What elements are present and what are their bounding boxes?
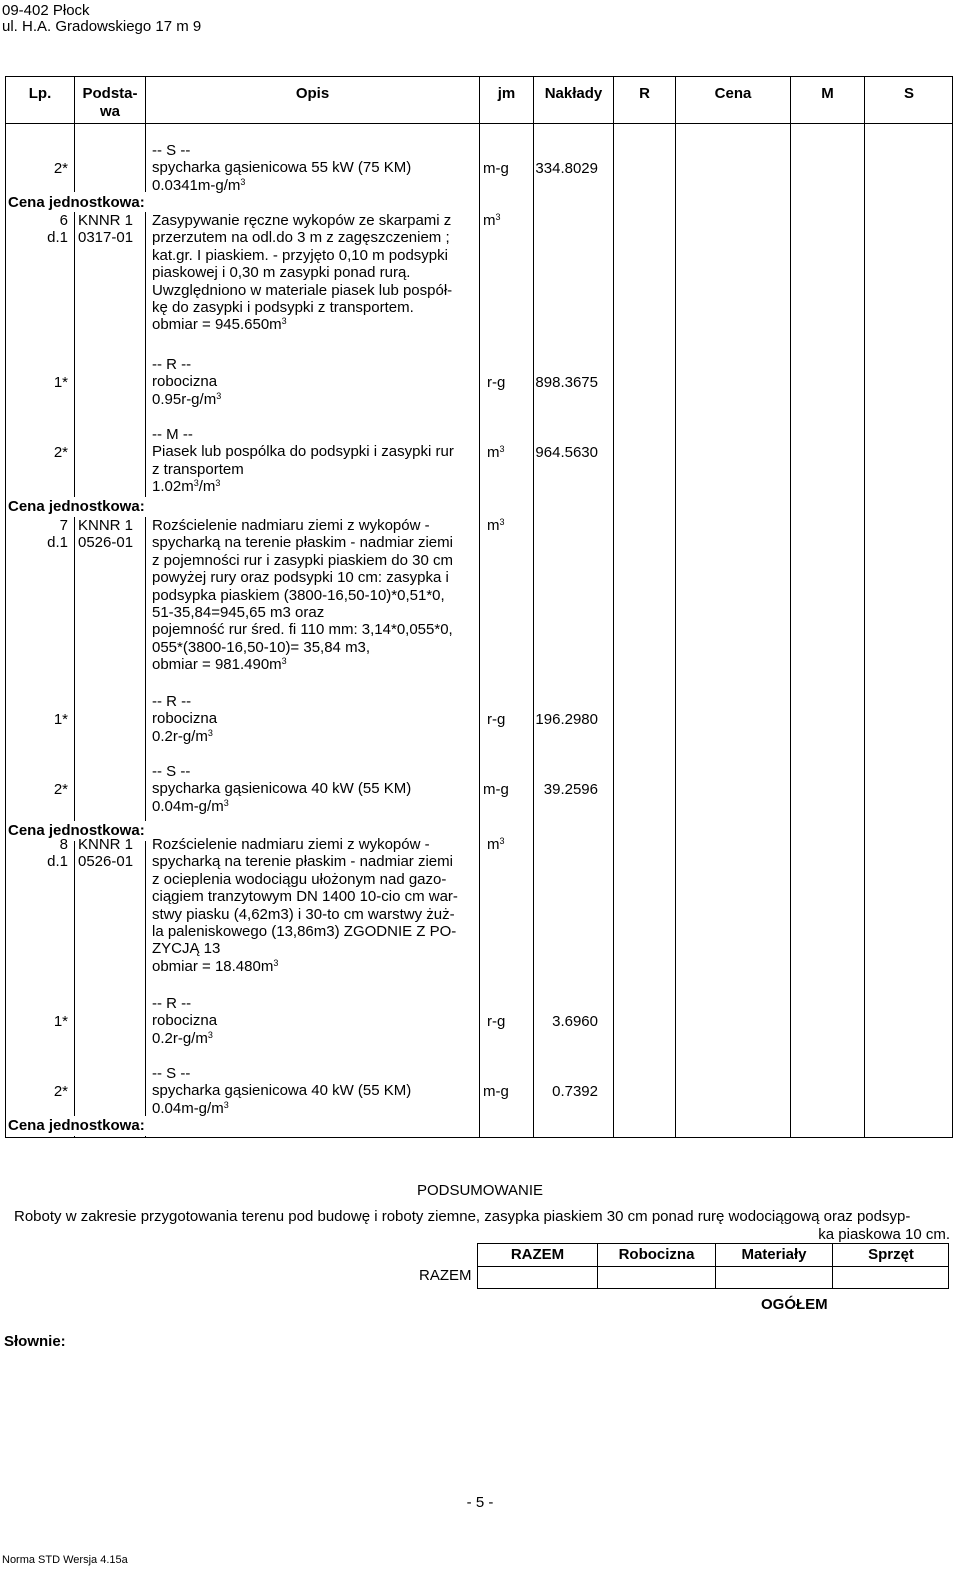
row-jm: r-g [487,1013,506,1030]
summary-ogolem: OGÓŁEM [761,1296,828,1313]
summary-col-robocizna: Robocizna [618,1246,695,1263]
row-naklady: 3.6960 [552,1013,598,1030]
header-opis: Opis [295,85,330,102]
position-description: Zasypywanie ręczne wykopów ze skarpami z przerzutem na odl.do 3 m z zagęszczeniem ; kat.gr. I piaskiem. - przyjęto 0,10 m podsypki piaskowej i 0,30 m zasypki ponad rurą. Uwzględniono w materiale piasek lub pospół- kę do zasypki i podsypki z transportem. obmiar = $945.650m^3$ [152,212,453,334]
position-unit: $m^3$ [483,212,501,229]
position-number: 8 d.1 [47,836,68,871]
position-description: Rozścielenie nadmiaru ziemi z wykopów - spycharką na terenie płaskim - nadmiar ziemi z pojemności rur i zasypki piaskiem do 30 cm powyżej rury oraz podsypki 10 cm: zasypka i podsypka piaskiem (3800-16,50-10)*0,51*0, 51-35,84=945,65 m3 oraz pojemność rur śred. fi 110 mm: 3,14*0,055*0, 055*(3800-16,50-10)= 35,84 m3, obmiar = $981.490m^3$ [152,517,453,674]
row-lp: 2* [53,444,68,461]
header-jm: jm [497,85,516,102]
cost-estimate-table [5,76,953,1138]
summary-description-line2: ka piaskowa 10 cm. [818,1226,950,1243]
row-lp: 2* [53,1083,68,1100]
summary-title: PODSUMOWANIE [416,1182,544,1199]
row-description: -- M -- Piasek lub pospólka do podsypki i zasypki rur z transportem $1.02m^3/m^3$ [152,426,454,496]
header-podstawa: Podsta- wa [82,85,138,120]
summary-table [477,1243,949,1289]
row-description: -- S -- spycharka gąsienicowa 40 kW (55 KM) $0.04m-g/m^3$ [152,763,412,815]
row-lp: 1* [53,711,68,728]
row-naklady: 334.8029 [535,160,598,177]
position-number: 6 d.1 [47,212,68,247]
row-naklady: 0.7392 [552,1083,598,1100]
company-street-line: ul. H.A. Gradowskiego 17 m 9 [2,18,202,35]
position-description: Rozścielenie nadmiaru ziemi z wykopów - spycharką na terenie płaskim - nadmiar ziemi z ocieplenia wodociągu ułożonym nad gazo- ciągiem tranzytowym DN 1400 10-cio cm war- stwy piasku (4,62m3) i 30-to cm warstwy żuż- la paleniskowego (13,86m3) ZGODNIE Z PO- ZYCJĄ 13 obmiar = $18.480m^3$ [152,836,458,975]
header-s: S [903,85,914,102]
summary-col-sprzet: Sprzęt [868,1246,914,1263]
header-naklady: Nakłady [544,85,603,102]
header-lp: Lp. [28,85,52,102]
page-number: - 5 - [466,1494,494,1511]
unit-price-label: Cena jednostkowa: [8,194,145,211]
summary-description-line1: Roboty w zakresie przygotowania terenu pod budowę i roboty ziemne, zasypka piaskiem 30 cm ponad rurę wodociągową oraz podsyp- [14,1208,911,1225]
header-cena: Cena [714,85,752,102]
company-city-line: 09-402 Płock [2,2,90,19]
row-jm: m-g [483,160,509,177]
row-jm: m-g [483,781,509,798]
summary-col-razem: RAZEM [510,1246,565,1263]
row-lp: 1* [53,374,68,391]
row-jm: m-g [483,1083,509,1100]
row-lp: 2* [53,781,68,798]
row-description: -- R -- robocizna $0.95r-g/m^3$ [152,356,222,408]
software-footer: Norma STD Wersja 4.15a [2,1554,128,1566]
row-naklady: 39.2596 [543,781,598,798]
row-description: -- S -- spycharka gąsienicowa 55 kW (75 KM) $0.0341m-g/m^3$ [152,142,412,194]
row-jm: r-g [487,374,506,391]
position-basis: KNNR 1 0526-01 [78,836,134,871]
header-r: R [639,85,650,102]
unit-price-label: Cena jednostkowa: [8,498,145,515]
summary-col-materialy: Materiały [741,1246,807,1263]
row-jm: $m^3$ [487,444,505,461]
position-unit: $m^3$ [487,836,505,853]
unit-price-label: Cena jednostkowa: [8,1117,145,1134]
row-naklady: 964.5630 [535,444,598,461]
position-basis: KNNR 1 0317-01 [78,212,134,247]
row-naklady: 196.2980 [535,711,598,728]
row-lp: 2* [53,160,68,177]
row-description: -- R -- robocizna $0.2r-g/m^3$ [152,693,218,745]
summary-row-razem: RAZEM [419,1267,472,1284]
row-jm: r-g [487,711,506,728]
position-unit: $m^3$ [487,517,505,534]
position-basis: KNNR 1 0526-01 [78,517,134,552]
row-description: -- R -- robocizna $0.2r-g/m^3$ [152,995,218,1047]
row-description: -- S -- spycharka gąsienicowa 40 kW (55 KM) $0.04m-g/m^3$ [152,1065,412,1117]
position-number: 7 d.1 [47,517,68,552]
unit-price-label: Cena jednostkowa: [8,822,145,839]
slownie-label: Słownie: [4,1333,66,1350]
row-naklady: 898.3675 [535,374,598,391]
row-lp: 1* [53,1013,68,1030]
header-m: M [821,85,834,102]
